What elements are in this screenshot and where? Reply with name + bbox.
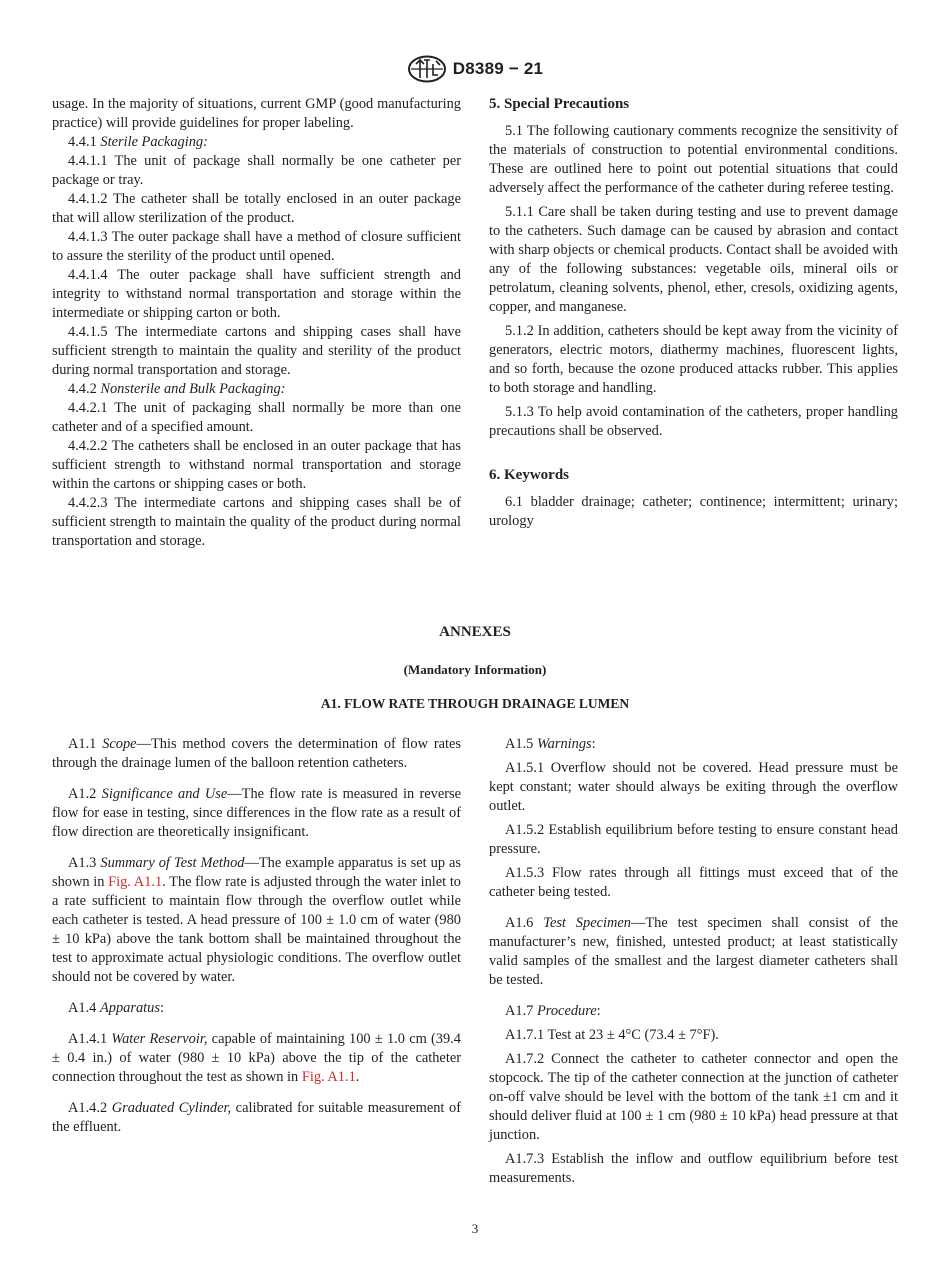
- annexes-title: ANNEXES: [439, 624, 511, 640]
- clause-punctuation: :: [591, 736, 596, 752]
- right-column-annex: [489, 735, 898, 1188]
- clause-title: Graduated Cylinder,: [111, 1100, 232, 1116]
- clause-title: Sterile Packaging:: [100, 134, 208, 150]
- paragraph-a1-5: [489, 735, 898, 754]
- clause-text: —This method covers the determination of flow rates through the drainage lumen of the balloon retention catheters.: [52, 736, 461, 771]
- clause-title: Water Reservoir,: [111, 1031, 208, 1047]
- paragraph-a1-7-3: A1.7.3 Establish the inflow and outflow equilibrium before test measurements.: [489, 1151, 898, 1186]
- paragraph-4-4-2-2: 4.4.2.2 The catheters shall be enclosed in an outer package that has sufficient strength to withstand normal transportation and storage within the cartons or shipping cases or both.: [52, 438, 461, 492]
- clause-title: Significance and Use: [101, 786, 228, 802]
- paragraph-4-4-2-3: 4.4.2.3 The intermediate cartons and shipping cases shall be of sufficient strength to maintain the quality of the product during normal transportation and storage.: [52, 495, 461, 549]
- clause-title: Nonsterile and Bulk Packaging:: [100, 381, 286, 397]
- clause-punctuation: :: [596, 1003, 601, 1019]
- paragraph-4-4-1-5: 4.4.1.5 The intermediate cartons and shipping cases shall have sufficient strength to maintain the quality and sterility of the product during normal transportation and storage.: [52, 324, 461, 378]
- clause-text: . The flow rate is adjusted through the water inlet to a rate sufficient to maintain flow through the overflow outlet while each catheter is tested. A head pressure of 100 ± 1.0 cm of water (980 ± 10 kPa) above the tank bottom shall be maintained throughout the test to approximate actual physiologic conditions. The overflow outlet should not be covered by water.: [52, 874, 462, 985]
- mandatory-information-subtitle: (Mandatory Information): [403, 662, 547, 677]
- section-5-heading: 5. Special Precautions: [489, 96, 630, 112]
- paragraph-4-4-1: [52, 133, 461, 152]
- clause-number: A1.4: [68, 1000, 97, 1016]
- paragraph-a1-5-1: A1.5.1 Overflow should not be covered. Head pressure must be kept constant; water should always be exiting through the overflow outlet.: [489, 760, 898, 814]
- clause-number: A1.1: [68, 736, 97, 752]
- clause-title: Apparatus: [100, 1000, 160, 1016]
- left-column-upper: [52, 95, 461, 551]
- standard-designation: D8389 − 21: [452, 59, 544, 78]
- clause-number: A1.2: [68, 786, 97, 802]
- clause-text: —The test specimen shall consist of the manufacturer’s new, finished, untested product; at least statistically valid samples of the smallest and the largest diameter catheters shall be tested.: [489, 915, 898, 988]
- clause-punctuation: :: [159, 1000, 164, 1016]
- clause-title: Summary of Test Method: [100, 855, 245, 871]
- paragraph-4-4-1-4: 4.4.1.4 The outer package shall have sufficient strength and integrity to withstand normal transportation and storage within the intermediate or shipping carton or both.: [52, 267, 461, 321]
- clause-text: —The example apparatus is set up as shown in: [52, 855, 461, 890]
- paragraph-a1-4-1: [52, 1030, 461, 1087]
- left-column-annex: [52, 735, 461, 1137]
- paragraph-5-1: 5.1 The following cautionary comments recognize the sensitivity of the materials of construction to potential environmental conditions. These are outlined here to point out potential situations that could adversely affect the performance of the catheter during referee testing.: [489, 123, 898, 196]
- clause-text: .: [355, 1069, 360, 1085]
- clause-number: A1.4.1: [68, 1031, 108, 1047]
- paragraph-5-1-2: 5.1.2 In addition, catheters should be kept away from the vicinity of generators, electric motors, diathermy machines, fluorescent lights, and so forth, because the ozone produced attacks rubber. This applies to both storage and handling.: [489, 323, 898, 396]
- paragraph-4-4-1-2: 4.4.1.2 The catheter shall be totally enclosed in an outer package that will allow sterilization of the product.: [52, 191, 461, 226]
- clause-number: A1.4.2: [68, 1100, 108, 1116]
- clause-title: Scope: [102, 736, 137, 752]
- clause-number: 4.4.2: [68, 381, 97, 397]
- paragraph-a1-5-2: A1.5.2 Establish equilibrium before testing to ensure constant head pressure.: [489, 822, 898, 857]
- paragraph-4-4-2: [52, 380, 461, 399]
- paragraph-a1-3: [52, 854, 461, 987]
- clause-title: Procedure: [537, 1003, 597, 1019]
- paragraph-6-1: 6.1 bladder drainage; catheter; continence; intermittent; urinary; urology: [489, 494, 898, 529]
- clause-title: Warnings: [537, 736, 592, 752]
- paragraph-5-1-3: 5.1.3 To help avoid contamination of the catheters, proper handling precautions shall be observed.: [489, 404, 898, 439]
- paragraph-a1-1: [52, 735, 461, 773]
- clause-text: calibrated for suitable measurement of the effluent.: [52, 1100, 461, 1135]
- clause-number: A1.7: [505, 1003, 534, 1019]
- paragraph-a1-4: [52, 999, 461, 1018]
- section-6-heading: 6. Keywords: [489, 467, 569, 483]
- clause-title: Test Specimen: [543, 915, 631, 931]
- astm-logo-icon: [407, 55, 447, 83]
- paragraph-4-4-1-3: 4.4.1.3 The outer package shall have a method of closure sufficient to assure the sterility of the product until opened.: [52, 229, 461, 264]
- annex-a1-title: A1. FLOW RATE THROUGH DRAINAGE LUMEN: [320, 696, 630, 711]
- figure-a1-1-link[interactable]: Fig. A1.1: [301, 1069, 356, 1085]
- right-column-upper: [489, 94, 898, 531]
- paragraph-5-1-1: 5.1.1 Care shall be taken during testing and use to prevent damage to the catheters. Such damage can be caused by abrasion and contact with sharp objects or chemical products. Contact shall be avoided with any of the following substances: vegetable oils, mineral oils or petrolatum, cleaning solvents, phenol, ether, cresols, oxidizing agents, copper, and manganese.: [489, 204, 898, 315]
- clause-number: A1.3: [68, 855, 97, 871]
- paragraph-4-4-2-1: 4.4.2.1 The unit of packaging shall normally be more than one catheter and of a specified amount.: [52, 400, 461, 435]
- clause-number: A1.5: [505, 736, 534, 752]
- paragraph-a1-4-2: [52, 1099, 461, 1137]
- paragraph-a1-7: [489, 1002, 898, 1021]
- paragraph-4-4-1-1: 4.4.1.1 The unit of package shall normally be one catheter per package or tray.: [52, 153, 461, 188]
- paragraph-a1-5-3: A1.5.3 Flow rates through all fittings must exceed that of the catheter being tested.: [489, 865, 898, 900]
- paragraph-a1-7-1: A1.7.1 Test at 23 ± 4°C (73.4 ± 7°F).: [505, 1027, 719, 1043]
- page-header: [0, 54, 950, 84]
- paragraph-a1-6: [489, 914, 898, 990]
- clause-number: A1.6: [505, 915, 534, 931]
- clause-number: 4.4.1: [68, 134, 97, 150]
- clause-text: capable of maintaining 100 ± 1.0 cm (39.4 ± 0.4 in.) of water (980 ± 10 kPa) above the tip of the catheter connection throughout the test as shown in: [52, 1031, 461, 1085]
- paragraph-a1-7-2: A1.7.2 Connect the catheter to catheter connector and open the stopcock. The tip of the catheter connection at the junction of catheter on-off valve should be level with the bottom of the tank ±1 cm and it should deliver fluid at 100 ± 1 cm (980 ± 10 kPa) head pressure at that junction.: [489, 1051, 898, 1143]
- paragraph-labeling-continued: usage. In the majority of situations, current GMP (good manufacturing practice) will provide guidelines for proper labeling.: [52, 96, 461, 131]
- paragraph-a1-2: [52, 785, 461, 842]
- clause-text: —The flow rate is measured in reverse flow for ease in testing, since differences in the flow rate as a result of flow direction are theoretically insignificant.: [52, 786, 462, 840]
- page-number: 3: [471, 1221, 479, 1236]
- figure-a1-1-link[interactable]: Fig. A1.1: [108, 874, 163, 890]
